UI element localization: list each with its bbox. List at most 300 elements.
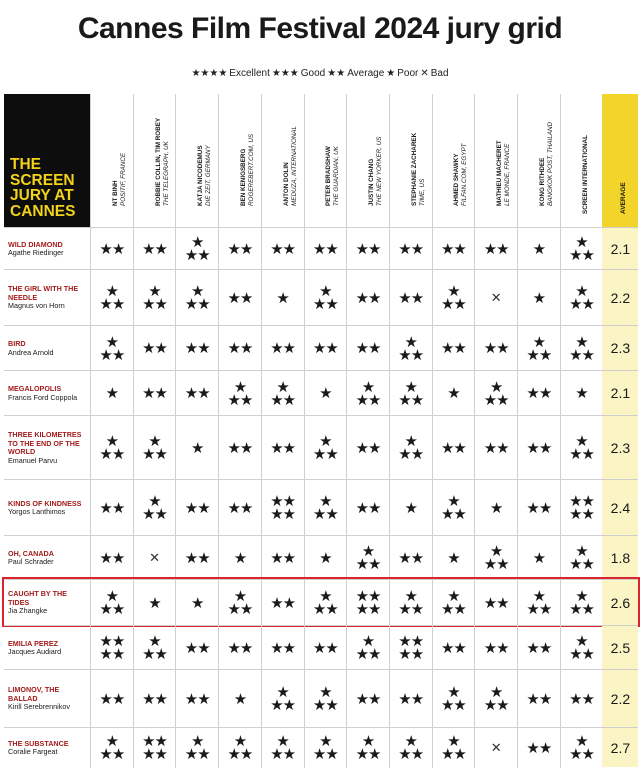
rating-cell — [517, 626, 560, 670]
star-icon: ★ — [105, 433, 119, 450]
critic-name: ANTON DOLIN — [282, 162, 290, 206]
rating-cell — [304, 371, 347, 416]
rating-cell — [517, 371, 560, 416]
star-icon: ★★ — [355, 690, 381, 708]
film-label — [8, 740, 90, 757]
star-icon: ★ — [233, 690, 247, 708]
film-title: KINDS OF KINDNESS — [8, 498, 82, 508]
critic-header — [90, 94, 133, 227]
critic-name: NT BINH — [111, 180, 119, 206]
rating-cell — [175, 270, 218, 326]
star-icon: ★ — [361, 378, 375, 396]
rating-cell — [389, 270, 432, 326]
rating-cell — [304, 536, 347, 580]
star-icon: ★★ — [440, 240, 466, 258]
rating-cell — [517, 416, 560, 480]
rating-cell — [389, 728, 432, 768]
star-icon: ★ — [191, 439, 204, 457]
rating-cell — [346, 670, 389, 728]
rating-cell — [560, 626, 603, 670]
star-icon: ★ — [319, 733, 332, 750]
legend-label: Good — [300, 68, 326, 79]
star-icon: ★★ — [270, 391, 296, 409]
table-row — [4, 625, 638, 669]
star-icon: ★★ — [355, 601, 381, 618]
rating-cell — [346, 626, 389, 670]
legend-symbol: ★★★ — [271, 68, 299, 79]
critic-header-text — [112, 153, 127, 206]
star-icon: ★★ — [312, 746, 338, 763]
film-title: MEGALOPOLIS — [8, 384, 62, 393]
film-director: Paul Schrader — [8, 557, 54, 567]
average-value: 2.1 — [602, 228, 638, 269]
rating-cell — [133, 270, 176, 326]
critic-header — [517, 94, 560, 227]
star-icon: ★★ — [569, 746, 594, 763]
star-icon: ★★ — [355, 340, 381, 357]
rating-cell — [218, 670, 261, 728]
critic-outlet: THE GUARDIAN, UK — [332, 146, 340, 206]
film-director: Kirill Serebrennikov — [8, 702, 70, 712]
star-icon: ★★ — [312, 296, 338, 313]
film-label — [8, 340, 90, 357]
critic-header-text — [582, 135, 590, 214]
rating-cell — [133, 416, 176, 480]
rating-cell — [346, 228, 389, 270]
star-icon: ★ — [447, 733, 460, 750]
star-icon: ★ — [319, 433, 332, 450]
rating-cell — [304, 326, 347, 371]
star-icon: ★★ — [569, 296, 594, 313]
star-icon: ★ — [447, 385, 460, 402]
star-icon: ★★ — [184, 340, 210, 357]
rating-cell — [261, 326, 304, 371]
star-icon: ★★ — [526, 639, 552, 657]
star-icon: ★★ — [184, 296, 210, 313]
brand-line: CANNES — [10, 202, 76, 220]
film-director: Agathe Riedinger — [8, 248, 64, 258]
star-icon: ★★ — [312, 340, 338, 357]
star-icon: ★★ — [142, 646, 167, 663]
average-value: 2.6 — [602, 580, 638, 625]
rating-cell — [304, 480, 347, 536]
star-icon: ★ — [532, 289, 546, 307]
star-icon: ★★ — [184, 549, 210, 567]
star-icon: ★★ — [355, 556, 381, 573]
rating-cell — [517, 270, 560, 326]
star-icon: ★★ — [526, 439, 552, 457]
star-icon: ★★ — [227, 289, 253, 307]
star-icon: ★ — [532, 333, 546, 351]
film-label — [8, 241, 90, 258]
table-row — [4, 325, 638, 370]
star-icon: ★★ — [99, 690, 125, 708]
star-icon: ★ — [532, 588, 546, 605]
rating-cell — [389, 371, 432, 416]
table-row — [4, 535, 638, 579]
rating-cell — [560, 480, 603, 536]
star-icon: ★ — [105, 333, 119, 351]
star-icon: ★ — [148, 283, 161, 300]
star-icon: ★ — [404, 733, 417, 750]
star-icon: ★ — [575, 633, 588, 650]
rating-cell — [90, 371, 133, 416]
star-icon: ★★ — [398, 391, 424, 409]
rating-cell — [218, 480, 261, 536]
legend-label: Bad — [430, 68, 449, 79]
star-icon: ★ — [148, 594, 161, 612]
rating-cell — [432, 228, 475, 270]
critic-outlet: MEDUZA, INTERNATIONAL — [290, 126, 298, 206]
star-icon: ★ — [447, 493, 460, 510]
critic-outlet: DIE ZEIT, GERMANY — [204, 145, 212, 206]
star-icon: ★★ — [483, 391, 509, 409]
critic-header — [346, 94, 389, 227]
legend-symbol: ★ — [386, 68, 396, 79]
table-row — [4, 727, 638, 767]
star-icon: ★★ — [355, 646, 381, 663]
star-icon: ★★ — [99, 601, 125, 618]
rating-cell — [261, 270, 304, 326]
rating-cell — [432, 371, 475, 416]
rating-cell — [560, 728, 603, 768]
star-icon: ★ — [233, 549, 247, 567]
star-icon: ★★ — [99, 446, 125, 463]
film-director: Magnus von Horn — [8, 301, 65, 311]
star-icon: ★ — [319, 588, 332, 605]
rating-cell — [261, 371, 304, 416]
rating-cell — [90, 670, 133, 728]
star-icon: ★ — [191, 283, 204, 300]
star-icon: ★ — [319, 549, 332, 567]
star-icon: ★★ — [142, 446, 167, 463]
rating-cell — [175, 228, 218, 270]
star-icon: ★ — [319, 493, 332, 510]
star-icon: ★★ — [569, 690, 594, 708]
star-icon: ★★ — [142, 733, 167, 750]
star-icon: ★★ — [483, 240, 509, 258]
rating-cell — [133, 670, 176, 728]
critic-header-text — [155, 118, 170, 206]
rating-cell — [175, 670, 218, 728]
average-value: 2.2 — [602, 670, 638, 727]
rating-cell — [474, 326, 517, 371]
legend-label: Poor — [397, 68, 419, 79]
average-value: 2.1 — [602, 371, 638, 415]
film-label — [8, 686, 90, 712]
star-icon: ★★ — [312, 240, 338, 258]
rating-cell — [474, 371, 517, 416]
star-icon: ★★ — [142, 385, 167, 402]
rating-cell — [517, 728, 560, 768]
star-icon: ★★ — [270, 493, 296, 510]
critic-header-text — [240, 134, 255, 206]
star-icon: ★ — [575, 385, 588, 402]
rating-cell — [175, 371, 218, 416]
star-icon: ★ — [361, 543, 375, 560]
critic-outlet: THE TELEGRAPH, UK — [162, 141, 170, 206]
star-icon: ★★ — [355, 391, 381, 409]
film-director: Yorgos Lanthimos — [8, 507, 66, 517]
rating-cell — [304, 728, 347, 768]
rating-cell — [474, 270, 517, 326]
star-icon: ★ — [532, 549, 546, 567]
star-icon: ★ — [489, 543, 503, 560]
critic-header-text — [368, 136, 383, 206]
star-icon: ★ — [447, 549, 460, 567]
star-icon: ★ — [233, 733, 247, 750]
rating-cell — [346, 536, 389, 580]
critic-name: KATJA NICODEMUS — [197, 145, 205, 206]
star-icon: ★ — [105, 385, 119, 402]
star-icon: ★ — [361, 633, 375, 650]
rating-cell — [389, 326, 432, 371]
star-icon: ★ — [575, 283, 588, 300]
star-icon: ★★ — [227, 746, 253, 763]
star-icon: ★ — [404, 333, 417, 351]
rating-cell — [218, 536, 261, 580]
film-director: Jia Zhangke — [8, 606, 48, 616]
average-value: 2.7 — [602, 728, 638, 767]
star-icon: ★★ — [227, 240, 253, 258]
star-icon: ★★ — [440, 601, 466, 618]
legend-symbol: ★★ — [327, 68, 346, 79]
star-icon: ★ — [575, 433, 588, 450]
star-icon: ★★ — [227, 601, 253, 618]
rating-cell — [304, 626, 347, 670]
star-icon: ★★ — [99, 633, 125, 650]
rating-cell — [389, 480, 432, 536]
star-icon: ★ — [276, 733, 289, 750]
star-icon: ★★ — [526, 739, 552, 757]
critic-header-text — [283, 126, 298, 206]
star-icon: ★★ — [440, 439, 466, 457]
rating-cell — [133, 480, 176, 536]
star-icon: ★ — [489, 499, 503, 517]
star-icon: ★ — [404, 499, 417, 517]
star-icon: ★★ — [398, 446, 424, 463]
star-icon: ★★ — [99, 296, 125, 313]
film-title: BIRD — [8, 339, 26, 348]
rating-cell — [133, 228, 176, 270]
rating-cell — [474, 728, 517, 768]
rating-cell — [517, 536, 560, 580]
rating-cell — [90, 536, 133, 580]
star-icon: ★★ — [227, 391, 253, 409]
star-icon: ★★ — [483, 639, 509, 657]
star-icon: ★★ — [142, 690, 167, 708]
star-icon: ★★ — [227, 340, 253, 357]
rating-cell — [218, 326, 261, 371]
star-icon: ★ — [575, 543, 588, 560]
star-icon: ★★ — [569, 556, 594, 573]
average-value: 2.5 — [602, 626, 638, 669]
rating-cell — [261, 228, 304, 270]
star-icon: ★★ — [355, 746, 381, 763]
star-icon: ★★ — [270, 439, 296, 457]
rating-cell — [218, 626, 261, 670]
star-icon: ★ — [404, 433, 417, 450]
star-icon: ★★ — [526, 601, 552, 618]
star-icon: ★ — [148, 633, 161, 650]
star-icon: ★★ — [270, 506, 296, 523]
rating-cell — [175, 626, 218, 670]
star-icon: ★★ — [569, 601, 594, 618]
star-icon: ★ — [404, 588, 417, 605]
star-icon: ★★ — [142, 746, 167, 763]
rating-cell — [389, 626, 432, 670]
rating-cell — [389, 228, 432, 270]
star-icon: ★★ — [99, 499, 125, 517]
rating-cell — [517, 670, 560, 728]
star-icon: ★★ — [312, 697, 338, 714]
star-icon: ★★ — [569, 646, 594, 663]
star-icon: ★★ — [398, 646, 424, 663]
star-icon: ★★ — [184, 690, 210, 708]
star-icon: ★ — [276, 378, 289, 396]
rating-legend — [0, 68, 640, 79]
star-icon: ★ — [319, 684, 332, 701]
star-icon: ★ — [148, 493, 161, 510]
average-header-label: AVERAGE — [620, 182, 628, 214]
star-icon: ★★ — [227, 499, 253, 517]
brand-text — [10, 157, 90, 219]
rating-cell — [90, 228, 133, 270]
table-row — [4, 227, 638, 269]
average-value: 2.2 — [602, 270, 638, 325]
star-icon: ★★ — [483, 340, 509, 357]
critic-name: MATHIEU MACHERET — [496, 140, 504, 206]
star-icon: ★★ — [569, 247, 594, 264]
rating-cell — [346, 371, 389, 416]
star-icon: ★★ — [398, 633, 424, 650]
star-icon: ★★ — [526, 499, 552, 517]
star-icon: ★★ — [227, 639, 253, 657]
star-icon: ★★ — [312, 601, 338, 618]
rating-cell — [304, 228, 347, 270]
rating-cell — [133, 728, 176, 768]
rating-cell — [261, 670, 304, 728]
star-icon: ★★ — [142, 240, 167, 258]
star-icon: ★★ — [569, 493, 594, 510]
star-icon: ★★ — [355, 289, 381, 307]
star-icon: ★★ — [99, 346, 125, 364]
rating-cell — [175, 480, 218, 536]
film-label — [8, 640, 90, 657]
screen-logo — [4, 94, 90, 227]
star-icon: ★ — [191, 234, 204, 251]
star-icon: ★ — [575, 234, 588, 251]
star-icon: ★★ — [184, 385, 210, 402]
star-icon: ★★ — [99, 549, 125, 567]
star-icon: ★ — [532, 240, 546, 258]
star-icon: ★★ — [142, 296, 167, 313]
film-title: EMILIA PEREZ — [8, 638, 59, 648]
star-icon: ★★ — [526, 385, 552, 402]
star-icon: ★ — [575, 333, 588, 351]
star-icon: ★ — [447, 588, 460, 605]
film-director: Coralie Fargeat — [8, 747, 58, 757]
rating-cell — [90, 416, 133, 480]
film-title: WILD DIAMOND — [8, 239, 63, 249]
rating-cell — [133, 626, 176, 670]
rating-cell — [90, 480, 133, 536]
star-icon: ★★ — [398, 690, 424, 708]
star-icon: ★★ — [355, 240, 381, 258]
critic-header — [474, 94, 517, 227]
star-icon: ★★ — [569, 346, 594, 364]
star-icon: ★ — [447, 283, 460, 300]
critic-name: SCREEN INTERNATIONAL — [581, 134, 589, 214]
cross-icon: ✕ — [149, 550, 160, 565]
critic-outlet: FILFAN.COM, EGYPT — [460, 143, 468, 206]
film-title: THE SUBSTANCE — [8, 738, 69, 748]
rating-cell — [474, 536, 517, 580]
critic-header-text — [325, 146, 340, 206]
star-icon: ★★ — [355, 439, 381, 457]
rating-cell — [175, 326, 218, 371]
rating-cell — [175, 416, 218, 480]
highlight-box — [2, 577, 640, 627]
star-icon: ★ — [105, 283, 119, 300]
star-icon: ★ — [276, 289, 289, 307]
star-icon: ★★ — [483, 439, 509, 457]
average-value: 1.8 — [602, 536, 638, 579]
rating-cell — [218, 416, 261, 480]
film-label — [8, 285, 90, 311]
star-icon: ★ — [489, 684, 503, 701]
star-icon: ★★ — [398, 601, 424, 618]
rating-cell — [517, 480, 560, 536]
star-icon: ★★ — [312, 639, 338, 657]
critic-outlet: ROGEREBERT.COM, US — [247, 133, 255, 206]
critic-header — [261, 94, 304, 227]
star-icon: ★★ — [312, 446, 338, 463]
film-label — [8, 550, 90, 567]
rating-cell — [346, 480, 389, 536]
star-icon: ★★ — [483, 697, 509, 714]
rating-cell — [346, 326, 389, 371]
film-label — [8, 500, 90, 517]
brand-line: JURY AT — [10, 187, 74, 204]
rating-cell — [389, 536, 432, 580]
critic-outlet: THE NEW YORKER, US — [375, 136, 383, 206]
star-icon: ★★ — [270, 240, 296, 258]
film-director: Andrea Arnold — [8, 347, 54, 357]
star-icon: ★★ — [398, 549, 424, 567]
star-icon: ★ — [575, 588, 588, 605]
rating-cell — [560, 416, 603, 480]
critic-name: PETER BRADSHAW — [325, 146, 333, 206]
star-icon: ★★ — [355, 499, 381, 517]
rating-cell — [261, 536, 304, 580]
legend-symbol: ✕ — [420, 68, 429, 79]
rating-cell — [432, 670, 475, 728]
rating-cell — [474, 228, 517, 270]
star-icon: ★ — [105, 588, 119, 605]
rating-cell — [389, 416, 432, 480]
film-title: THREE KILOMETRES TO THE END OF THE WORLD — [8, 430, 82, 457]
critic-outlet: TIME, US — [418, 178, 426, 206]
rating-cell — [218, 228, 261, 270]
star-icon: ★★ — [270, 746, 296, 763]
star-icon: ★★ — [184, 499, 210, 517]
star-icon: ★★ — [227, 439, 253, 457]
rating-cell — [261, 480, 304, 536]
star-icon: ★★ — [184, 247, 210, 264]
star-icon: ★★ — [270, 549, 296, 567]
critic-name: STEPHANIE ZACHAREK — [410, 132, 418, 206]
